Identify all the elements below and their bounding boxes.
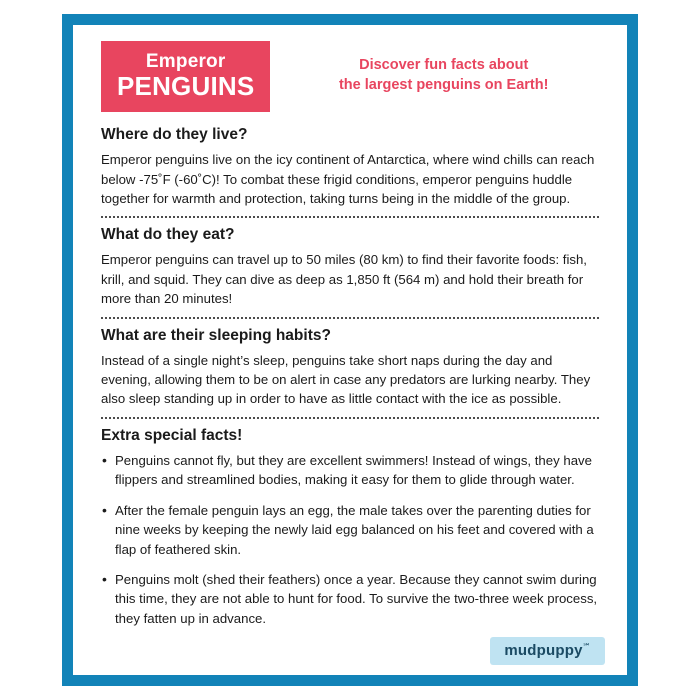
mudpuppy-logo (490, 637, 605, 665)
tagline-line-2: the largest penguins on Earth! (338, 76, 549, 93)
section-sleeping-habits (101, 327, 599, 409)
list-item: • Penguins molt (shed their feathers) once a year. Because they cannot swim during this time, they are not able to hunt for food. To survive the two-three week process, they fatten up in advance. (101, 570, 599, 628)
section-heading: Where do they live? (101, 126, 248, 144)
logo-trademark: ℠ (582, 642, 591, 651)
list-item: • After the female penguin lays an egg, the male takes over the parenting duties for nine weeks by keeping the newly laid egg balanced on his feet and covered with a flap of feathered skin. (101, 501, 599, 559)
facts-list (101, 451, 599, 628)
title-badge (101, 41, 270, 112)
tagline-line-1: Discover fun facts about (359, 57, 529, 73)
section-heading: What do they eat? (101, 226, 235, 244)
section-divider (101, 317, 599, 319)
section-extra-special-facts (101, 427, 599, 628)
logo-text: mudpuppy (504, 642, 583, 659)
section-body: Emperor penguins live on the icy continent of Antarctica, where wind chills can reach below -75˚F (-60˚C)! To combat these frigid conditions, emperor penguins huddle together for warmth and protection, taking turns being in the middle of the group. (101, 152, 595, 207)
card-header (101, 41, 599, 112)
tagline (288, 41, 599, 95)
footer (490, 637, 605, 665)
section-heading: Extra special facts! (101, 426, 243, 444)
section-where-do-they-live (101, 126, 599, 208)
card-content (73, 25, 627, 675)
section-body: Emperor penguins can travel up to 50 miles (80 km) to find their favorite foods: fish, krill, and squid. They can dive as deep as 1,850 ft (564 m) and hold their breath for more than 20 minutes! (101, 252, 587, 307)
section-body: Instead of a single night’s sleep, penguins take short naps during the day and evening, allowing them to be on alert in case any predators are lurking nearby. They also sleep standing up in order to have as little contact with the ice as possible. (101, 352, 591, 407)
section-divider (101, 417, 599, 419)
list-item: • Penguins cannot fly, but they are excellent swimmers! Instead of wings, they have flippers and streamlined bodies, making it easy for them to glide through water. (101, 451, 599, 490)
section-what-do-they-eat (101, 226, 599, 308)
info-card (62, 14, 638, 686)
section-divider (101, 216, 599, 218)
title-line-2: PENGUINS (117, 70, 255, 101)
section-heading: What are their sleeping habits? (101, 326, 331, 344)
title-line-1: Emperor (145, 51, 226, 72)
